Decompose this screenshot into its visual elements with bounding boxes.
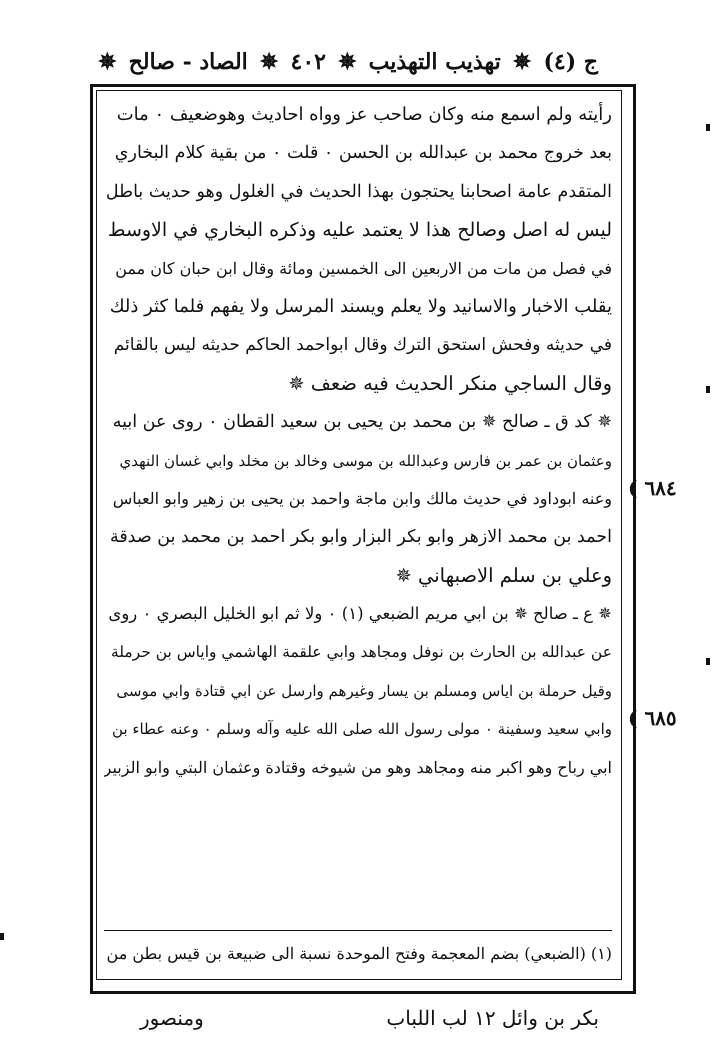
text-line: في فصل من مات من الاربعين الى الخمسين ومائة وقال ابن حبان كان ممن bbox=[115, 258, 612, 278]
running-header bbox=[98, 40, 598, 84]
header-ornament: ✵ bbox=[98, 49, 117, 75]
margin-mark bbox=[0, 933, 4, 940]
header-book-title: تهذيب التهذيب bbox=[368, 49, 501, 75]
text-line: عن عبدالله بن الحارث بن نوفل ومجاهد وابي علقمة الهاشمي واياس بن حرملة bbox=[110, 643, 612, 662]
text-line: وعثمان بن عمر بن فارس وعبدالله بن موسى وخالد بن مخلد وابي غسان النهدي bbox=[119, 451, 612, 470]
text-line: بعد خروج محمد بن عبدالله بن الحسن ٠ قلت ٠ من بقية كلام البخاري bbox=[114, 143, 612, 164]
catchword: ومنصور bbox=[140, 1006, 204, 1030]
margin-mark bbox=[706, 386, 710, 393]
header-ornament: ✵ bbox=[259, 49, 279, 75]
main-text bbox=[104, 96, 612, 787]
entry-number-684: ( ٦٨٤ bbox=[628, 476, 677, 500]
text-line: في حديثه وفحش استحق الترك وقال ابواحمد الحاكم حديثه ليس بالقائم bbox=[113, 335, 612, 356]
text-line: وقيل حرملة بن اياس ومسلم بن يسار وغيرهم وارسل عن ابي قتادة وابي موسى bbox=[116, 681, 612, 700]
header-ornament: ✵ bbox=[512, 49, 532, 75]
entry-heading-line: ✵ ع ـ صالح ✵ بن ابي مريم الضبعي (١) ٠ ولا ثم ابو الخليل البصري ٠ روى bbox=[108, 604, 612, 624]
margin-mark bbox=[706, 658, 710, 665]
text-line: وعنه ابوداود في حديث مالك وابن ماجة واحمد بن يحيى بن زهير وابو العباس bbox=[112, 488, 612, 508]
text-line: رأيته ولم اسمع منه وكان صاحب عز وواه احاديث وهوضعيف ٠ مات bbox=[116, 104, 612, 125]
text-line: يقلب الاخبار والاسانيد ولا يعلم ويسند المرسل ولا يفهم فلما كثر ذلك bbox=[109, 295, 612, 317]
text-line: وابي سعيد وسفينة ٠ مولى رسول الله صلى الله عليه وآله وسلم ٠ وعنه عطاء بن bbox=[112, 720, 612, 739]
margin-mark bbox=[706, 124, 710, 131]
header-volume: ج (٤) bbox=[543, 49, 598, 75]
text-line: احمد بن محمد الازهر وابو بكر البزار وابو بكر احمد بن محمد بن صدقة bbox=[109, 527, 612, 548]
header-section: الصاد - صالح bbox=[128, 49, 248, 75]
text-line: ابي رباح وهو اكبر منه ومجاهد وهو من شيوخه وقتادة وعثمان البتي وابو الزبير bbox=[104, 757, 612, 777]
header-ornament: ✵ bbox=[338, 49, 357, 75]
text-line: المتقدم عامة اصحابنا يحتجون بهذا الحديث في الغلول وهو حديث باطل bbox=[105, 181, 612, 202]
footnote: (١) (الضبعي) بضم المعجمة وفتح الموحدة نسبة الى ضبيعة بن قيس بطن من bbox=[106, 944, 612, 963]
entry-heading-line: ✵ كد ق ـ صالح ✵ بن محمد بن يحيى بن سعيد القطان ٠ روى عن ابيه bbox=[112, 412, 612, 433]
header-page-number: ٤٠٢ bbox=[290, 49, 326, 75]
footnote-continuation: بكر بن وائل ١٢ لب اللباب bbox=[386, 1006, 599, 1030]
text-line: ليس له اصل وصالح هذا لا يعتمد عليه وذكره البخاري في الاوسط bbox=[107, 219, 612, 242]
footnote-divider bbox=[104, 930, 612, 931]
entry-number-685: ( ٦٨٥ bbox=[628, 706, 677, 730]
text-line: وعلي بن سلم الاصبهاني ✵ bbox=[395, 563, 612, 587]
text-line: وقال الساجي منكر الحديث فيه ضعف ✵ bbox=[288, 371, 612, 395]
